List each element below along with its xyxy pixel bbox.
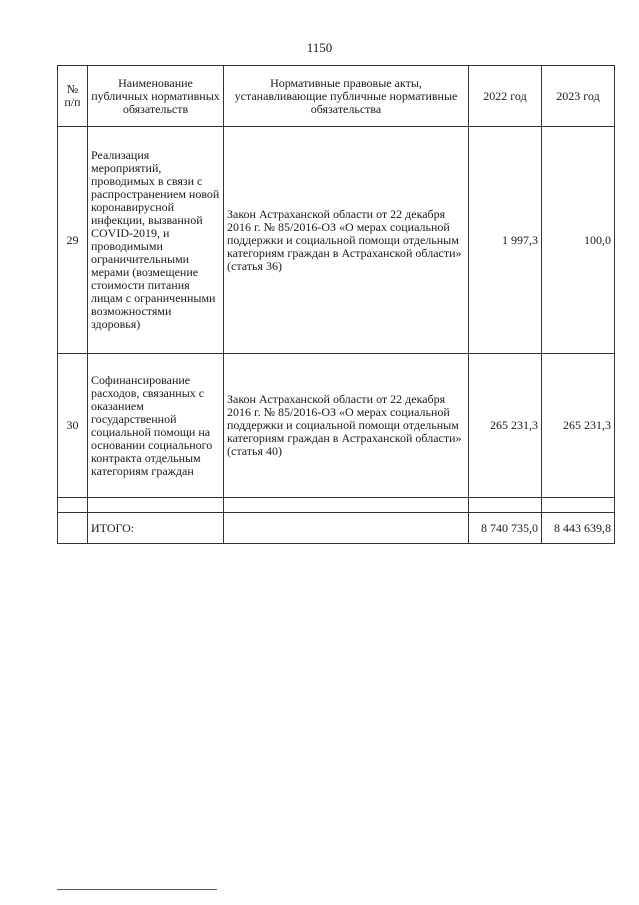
row-act (224, 127, 469, 354)
header-acts: Нормативные правовые акты, устанавливающие публичные нормативные обязательства (224, 66, 469, 127)
total-value-2022: 8 740 735,0 (469, 513, 542, 544)
total-label: ИТОГО: (88, 513, 224, 544)
header-2023: 2023 год (542, 66, 615, 127)
spacer-row (58, 498, 615, 513)
table-row (58, 354, 615, 498)
row-value-2022: 265 231,3 (469, 354, 542, 498)
bottom-rule (57, 889, 217, 890)
header-2022: 2022 год (469, 66, 542, 127)
table-header-row (58, 66, 615, 127)
row-value-2022: 1 997,3 (469, 127, 542, 354)
row-act (224, 354, 469, 498)
row-act-text: Закон Астраханской области от 22 декабря 2016 г. № 85/2016-ОЗ «О мерах социальной поддержки и социальной помощи отдельным категориям граждан в Астраханской области» (227, 392, 462, 445)
header-name: Наименование публичных нормативных обязательств (88, 66, 224, 127)
row-name: Реализация мероприятий, проводимых в связи с распространением новой коронавирусной инфекции, вызванной COVID-2019, и проводимыми ограничительными мерами (возмещение стоимости питания лицам с ограниченными возможностями здоровья) (88, 127, 224, 354)
total-act-empty (224, 513, 469, 544)
total-row (58, 513, 615, 544)
row-num: 29 (58, 127, 88, 354)
header-num: № п/п (58, 66, 88, 127)
table-row (58, 127, 615, 354)
row-num: 30 (58, 354, 88, 498)
row-name: Софинансирование расходов, связанных с оказанием государственной социальной помощи на основании социального контракта отдельным категориям граждан (88, 354, 224, 498)
row-value-2023: 100,0 (542, 127, 615, 354)
total-num-empty (58, 513, 88, 544)
row-act-article: (статья 36) (227, 258, 282, 273)
total-value-2023: 8 443 639,8 (542, 513, 615, 544)
row-act-article: (статья 40) (227, 444, 282, 458)
page-number: 1150 (306, 40, 333, 55)
row-value-2023: 265 231,3 (542, 354, 615, 498)
row-act-text: Закон Астраханской области от 22 декабря 2016 г. № 85/2016-ОЗ «О мерах социальной поддержки и социальной помощи отдельным категориям граждан в Астраханской области» (227, 206, 462, 260)
obligations-table (57, 65, 615, 544)
